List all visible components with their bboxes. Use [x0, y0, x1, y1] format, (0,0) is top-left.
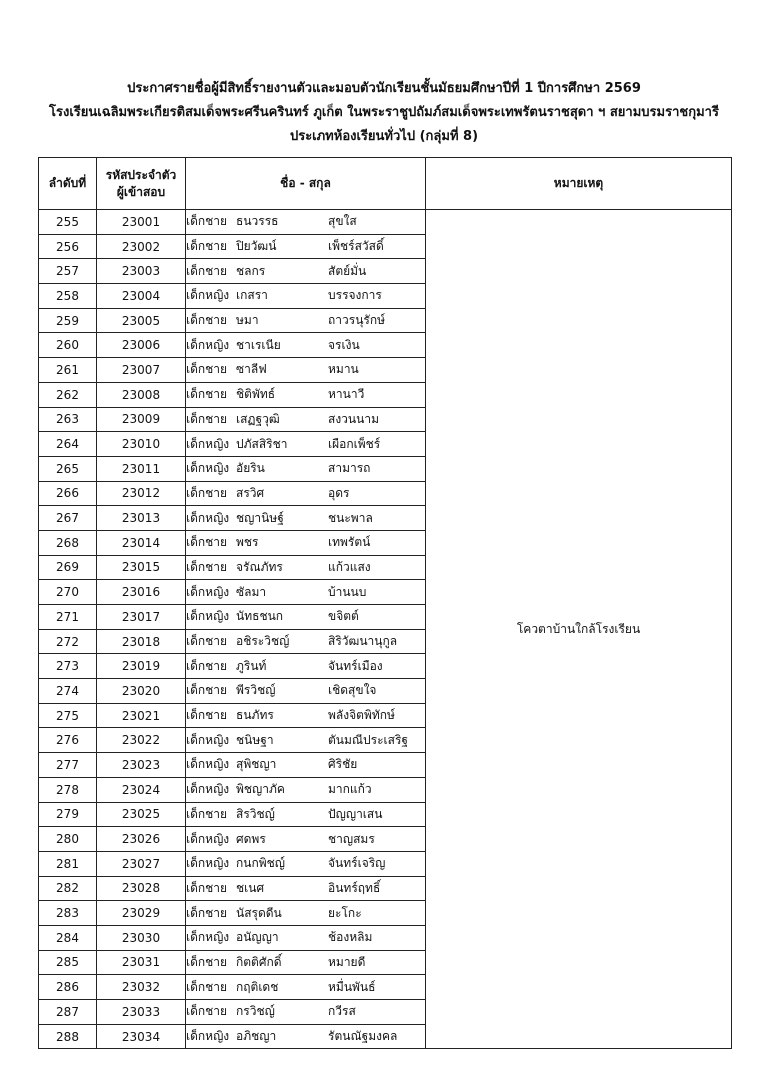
exam-code: 23002 — [97, 234, 186, 259]
name-title: เด็กชาย — [186, 263, 228, 278]
name-title: เด็กชาย — [186, 362, 228, 377]
name-title: เด็กหญิง — [186, 1029, 230, 1044]
last-name: อินทร์ฤทธิ์ — [328, 880, 381, 895]
student-name-cell — [186, 358, 426, 383]
name-title: เด็กชาย — [186, 535, 228, 550]
last-name: ขจิตต์ — [328, 609, 359, 624]
first-name: ธนภัทร — [236, 708, 274, 723]
student-name-cell — [186, 851, 426, 876]
name-title: เด็กชาย — [186, 979, 228, 994]
first-name: เสฏฐวุฒิ — [236, 411, 280, 426]
last-name: ยะโกะ — [328, 905, 362, 920]
exam-code: 23012 — [97, 481, 186, 506]
row-number: 286 — [39, 975, 97, 1000]
header-title-line: ประกาศรายชื่อผู้มีสิทธิ์รายงานตัวและมอบตัวนักเรียนชั้นมัธยมศึกษาปีที่ 1 ปีการศึกษา 2569 — [127, 81, 641, 96]
last-name: ศิริชัย — [328, 757, 358, 772]
row-number: 268 — [39, 530, 97, 555]
first-name: ชาเรเนีย — [236, 337, 281, 352]
exam-code: 23034 — [97, 1024, 186, 1049]
header-school-line: โรงเรียนเฉลิมพระเกียรติสมเด็จพระศรีนครินทร์ ภูเก็ต ในพระราชูปถัมภ์สมเด็จพระเทพรัตนราชสุดา ฯ สยามบรมราชกุมารี — [49, 105, 719, 120]
row-number: 256 — [39, 234, 97, 259]
exam-code: 23006 — [97, 333, 186, 358]
exam-code: 23021 — [97, 703, 186, 728]
exam-code: 23020 — [97, 679, 186, 704]
row-number: 283 — [39, 901, 97, 926]
last-name: หมาน — [328, 362, 359, 377]
student-name-cell — [186, 382, 426, 407]
row-number: 284 — [39, 925, 97, 950]
name-title: เด็กชาย — [186, 387, 228, 402]
student-name-cell — [186, 679, 426, 704]
row-number: 285 — [39, 950, 97, 975]
student-name-cell — [186, 1024, 426, 1049]
first-name: ชลกร — [236, 263, 266, 278]
last-name: ตันมณีประเสริฐ — [328, 732, 409, 747]
row-number: 257 — [39, 259, 97, 284]
first-name: ซัลมา — [236, 584, 267, 599]
exam-code: 23013 — [97, 506, 186, 531]
first-name: พีรวิชญ์ — [236, 683, 276, 698]
exam-code: 23015 — [97, 555, 186, 580]
name-title: เด็กชาย — [186, 954, 228, 969]
student-name-cell — [186, 481, 426, 506]
row-number: 272 — [39, 629, 97, 654]
exam-code: 23023 — [97, 753, 186, 778]
last-name: สิริวัฒนานุกูล — [328, 634, 398, 649]
header-category-line: ประเภทห้องเรียนทั่วไป (กลุ่มที่ 8) — [289, 129, 479, 144]
last-name: เผือกเพ็ชร์ — [328, 436, 381, 451]
student-name-cell — [186, 432, 426, 457]
name-title: เด็กชาย — [186, 658, 228, 673]
student-name-cell — [186, 333, 426, 358]
header-no: ลำดับที่ — [39, 158, 97, 210]
last-name: หมายดี — [328, 954, 366, 969]
row-number: 281 — [39, 851, 97, 876]
last-name: สัตย์มั่น — [328, 263, 367, 278]
student-roster-table — [38, 157, 732, 1049]
name-title: เด็กหญิง — [186, 609, 230, 624]
name-title: เด็กหญิง — [186, 436, 230, 451]
first-name: กนกพิชญ์ — [236, 856, 286, 871]
row-number: 275 — [39, 703, 97, 728]
exam-code: 23011 — [97, 456, 186, 481]
first-name: ชญานิษฐ์ — [236, 510, 284, 525]
row-number: 263 — [39, 407, 97, 432]
name-title: เด็กหญิง — [186, 288, 230, 303]
last-name: ชนะพาล — [328, 510, 373, 525]
last-name: จรเงิน — [328, 337, 360, 352]
student-name-cell — [186, 901, 426, 926]
name-title: เด็กหญิง — [186, 930, 230, 945]
row-number: 259 — [39, 308, 97, 333]
row-number: 279 — [39, 802, 97, 827]
exam-code: 23033 — [97, 1000, 186, 1025]
exam-code: 23001 — [97, 210, 186, 235]
last-name: เทพรัตน์ — [328, 535, 371, 550]
exam-code: 23024 — [97, 777, 186, 802]
row-number: 280 — [39, 827, 97, 852]
exam-code: 23014 — [97, 530, 186, 555]
last-name: บ้านนบ — [328, 584, 367, 599]
first-name: ษมา — [236, 313, 259, 328]
exam-code: 23028 — [97, 876, 186, 901]
last-name: หมื่นพันธ์ — [328, 979, 376, 994]
first-name: อนัญญา — [236, 930, 279, 945]
first-name: ศดพร — [236, 831, 266, 846]
name-title: เด็กหญิง — [186, 831, 230, 846]
student-name-cell — [186, 975, 426, 1000]
header-name: ชื่อ - สกุล — [186, 158, 426, 210]
row-number: 267 — [39, 506, 97, 531]
exam-code: 23018 — [97, 629, 186, 654]
header-code — [97, 158, 186, 210]
exam-code: 23008 — [97, 382, 186, 407]
last-name: กวีรส — [328, 1004, 356, 1019]
exam-code: 23007 — [97, 358, 186, 383]
exam-code: 23022 — [97, 728, 186, 753]
row-number: 266 — [39, 481, 97, 506]
exam-code: 23025 — [97, 802, 186, 827]
table-row — [39, 210, 732, 235]
last-name: รัตนณัฐมงคล — [328, 1029, 398, 1044]
header-code-line1: รหัสประจำตัว — [105, 167, 177, 182]
name-title: เด็กหญิง — [186, 732, 230, 747]
last-name: สงวนนาม — [328, 411, 379, 426]
table-header-row — [39, 158, 732, 210]
name-title: เด็กหญิง — [186, 856, 230, 871]
student-name-cell — [186, 580, 426, 605]
exam-code: 23003 — [97, 259, 186, 284]
last-name: หานาวี — [328, 387, 365, 402]
first-name: ซาลีฟ — [236, 362, 267, 377]
exam-code: 23010 — [97, 432, 186, 457]
first-name: จรัณภัทร — [236, 559, 283, 574]
first-name: อัยริน — [236, 461, 265, 476]
name-title: เด็กชาย — [186, 683, 228, 698]
last-name: มากแก้ว — [328, 782, 372, 797]
first-name: สรวิศ — [236, 485, 265, 500]
first-name: ชิติพัทธ์ — [236, 387, 276, 402]
student-name-cell — [186, 802, 426, 827]
student-name-cell — [186, 605, 426, 630]
name-title: เด็กชาย — [186, 708, 228, 723]
row-number: 262 — [39, 382, 97, 407]
student-name-cell — [186, 629, 426, 654]
first-name: พชร — [236, 535, 259, 550]
first-name: สุพิชญา — [236, 757, 277, 772]
name-title: เด็กหญิง — [186, 757, 230, 772]
last-name: แก้วแสง — [328, 559, 371, 574]
first-name: ชนิษฐา — [236, 732, 274, 747]
last-name: สุขใส — [328, 214, 357, 229]
remark-cell: โควตาบ้านใกล้โรงเรียน — [426, 210, 732, 1049]
row-number: 277 — [39, 753, 97, 778]
row-number: 282 — [39, 876, 97, 901]
student-name-cell — [186, 530, 426, 555]
name-title: เด็กหญิง — [186, 584, 230, 599]
last-name: เชิดสุขใจ — [328, 683, 377, 698]
student-name-cell — [186, 284, 426, 309]
first-name: นัทธชนก — [236, 609, 284, 624]
row-number: 287 — [39, 1000, 97, 1025]
first-name: สิรวิชญ์ — [236, 806, 275, 821]
row-number: 278 — [39, 777, 97, 802]
name-title: เด็กชาย — [186, 485, 228, 500]
last-name: อุดร — [328, 485, 350, 500]
student-name-cell — [186, 777, 426, 802]
student-name-cell — [186, 407, 426, 432]
name-title: เด็กชาย — [186, 559, 228, 574]
name-title: เด็กชาย — [186, 880, 228, 895]
first-name: กฤติเดช — [236, 979, 279, 994]
last-name: ถาวรนุรักษ์ — [328, 313, 386, 328]
first-name: กรวิชญ์ — [236, 1004, 275, 1019]
exam-code: 23004 — [97, 284, 186, 309]
student-name-cell — [186, 259, 426, 284]
name-title: เด็กหญิง — [186, 782, 230, 797]
first-name: ภูรินท์ — [236, 658, 267, 673]
row-number: 270 — [39, 580, 97, 605]
last-name: ช้องหลิม — [328, 930, 373, 945]
exam-code: 23009 — [97, 407, 186, 432]
student-name-cell — [186, 728, 426, 753]
student-name-cell — [186, 950, 426, 975]
student-name-cell — [186, 210, 426, 235]
last-name: พลังจิตพิทักษ์ — [328, 708, 395, 723]
name-title: เด็กชาย — [186, 1004, 228, 1019]
student-name-cell — [186, 703, 426, 728]
row-number: 258 — [39, 284, 97, 309]
student-name-cell — [186, 1000, 426, 1025]
student-name-cell — [186, 753, 426, 778]
last-name: บรรจงการ — [328, 288, 382, 303]
name-title: เด็กชาย — [186, 239, 228, 254]
exam-code: 23029 — [97, 901, 186, 926]
row-number: 269 — [39, 555, 97, 580]
row-number: 288 — [39, 1024, 97, 1049]
exam-code: 23005 — [97, 308, 186, 333]
first-name: พิชญาภัค — [236, 782, 285, 797]
first-name: กิตติศักดิ์ — [236, 954, 282, 969]
first-name: ปิยวัฒน์ — [236, 239, 277, 254]
student-name-cell — [186, 506, 426, 531]
row-number: 273 — [39, 654, 97, 679]
student-name-cell — [186, 555, 426, 580]
name-title: เด็กหญิง — [186, 510, 230, 525]
row-number: 271 — [39, 605, 97, 630]
row-number: 264 — [39, 432, 97, 457]
exam-code: 23017 — [97, 605, 186, 630]
student-name-cell — [186, 308, 426, 333]
first-name: เกสรา — [236, 288, 268, 303]
exam-code: 23019 — [97, 654, 186, 679]
header-code-line2: ผู้เข้าสอบ — [116, 184, 166, 199]
exam-code: 23030 — [97, 925, 186, 950]
name-title: เด็กชาย — [186, 313, 228, 328]
name-title: เด็กชาย — [186, 905, 228, 920]
row-number: 274 — [39, 679, 97, 704]
name-title: เด็กชาย — [186, 634, 228, 649]
row-number: 255 — [39, 210, 97, 235]
exam-code: 23031 — [97, 950, 186, 975]
row-number: 260 — [39, 333, 97, 358]
exam-code: 23016 — [97, 580, 186, 605]
student-name-cell — [186, 876, 426, 901]
last-name: จันทร์เมือง — [328, 658, 383, 673]
last-name: จันทร์เจริญ — [328, 856, 386, 871]
document-header — [0, 77, 768, 149]
first-name: ธนวรรธ — [236, 214, 279, 229]
student-name-cell — [186, 654, 426, 679]
first-name: อภิชญา — [236, 1029, 277, 1044]
row-number: 261 — [39, 358, 97, 383]
name-title: เด็กชาย — [186, 411, 228, 426]
exam-code: 23026 — [97, 827, 186, 852]
last-name: เพ็ชร์สวัสดิ์ — [328, 239, 384, 254]
first-name: อชิระวิชญ์ — [236, 634, 290, 649]
student-name-cell — [186, 234, 426, 259]
table-body — [39, 210, 732, 1049]
name-title: เด็กหญิง — [186, 461, 230, 476]
exam-code: 23032 — [97, 975, 186, 1000]
first-name: นัสรุดดีน — [236, 905, 282, 920]
student-name-cell — [186, 925, 426, 950]
row-number: 265 — [39, 456, 97, 481]
name-title: เด็กหญิง — [186, 337, 230, 352]
row-number: 276 — [39, 728, 97, 753]
name-title: เด็กชาย — [186, 806, 228, 821]
first-name: ชเนศ — [236, 880, 265, 895]
last-name: ชาญสมร — [328, 831, 375, 846]
name-title: เด็กชาย — [186, 214, 228, 229]
last-name: สามารถ — [328, 461, 371, 476]
student-name-cell — [186, 827, 426, 852]
exam-code: 23027 — [97, 851, 186, 876]
student-name-cell — [186, 456, 426, 481]
header-remark: หมายเหตุ — [426, 158, 732, 210]
last-name: ปัญญาเสน — [328, 806, 383, 821]
first-name: ปภัสสิริชา — [236, 436, 288, 451]
